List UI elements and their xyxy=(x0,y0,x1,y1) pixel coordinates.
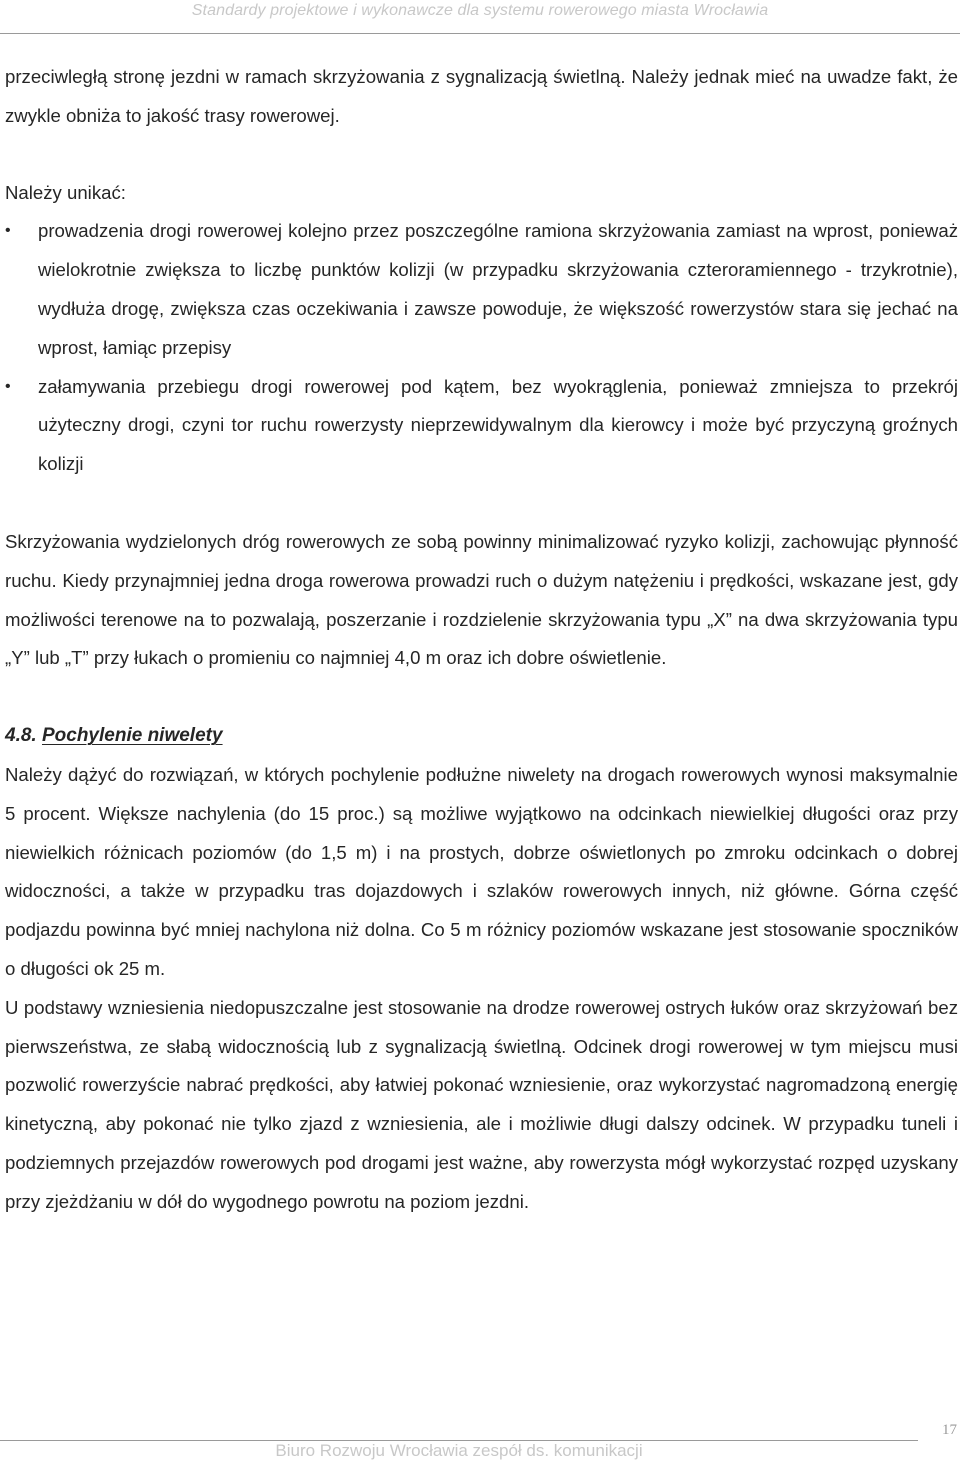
paragraph-slope: Należy dążyć do rozwiązań, w których pochylenie podłużne niwelety na drogach rowerowych wynosi maksymalnie 5 procent. Większe nachylenia (do 15 proc.) są możliwe wyjątkowo na odcinkach niewielkiej długości oraz przy niewielkich różnicach poziomów (do 1,5 m) i na prostych, dobrze oświetlonych po zmroku odcinkach o dobrej widoczności, a także w przypadku tras dojazdowych i szlaków rowerowych innych, niż główne. Górna część podjazdu powinna być mniej nachylona niż dolna. Co 5 m różnicy poziomów wskazane jest stosowanie spoczników o długości ok 25 m. xyxy=(5,763,958,979)
paragraph-elevation: U podstawy wzniesienia niedopuszczalne jest stosowanie na drodze rowerowej ostrych łuków oraz skrzyżowań bez pierwszeństwa, ze słabą widocznością lub z sygnalizacją świetlną. Odcinek drogi rowerowej w tym miejscu musi pozwolić rowerzyście nabrać prędkości, aby łatwiej pokonać wzniesienie, oraz wykorzystać nagromadzoną energię kinetyczną, aby pokonać nie tylko zjazd z wzniesienia, ale i możliwie długi dalszy odcinek. W przypadku tuneli i podziemnych przejazdów rowerowych pod drogami jest ważne, aby rowerzysta mógł wykorzystać rozpęd uzyskany przy zjeżdżaniu w dół do wygodnego powrotu na poziom jezdni. xyxy=(5,996,958,1212)
paragraph-spacer xyxy=(5,484,958,523)
avoid-list xyxy=(5,212,958,484)
section-title: Pochylenie niwelety xyxy=(41,725,223,747)
paragraph-spacer xyxy=(5,136,958,174)
list-item-text: załamywania przebiegu drogi rowerowej pod kątem, bez wyokrąglenia, ponieważ zmniejsza to przekrój użyteczny drogi, czyni tor ruchu rowerzysty nieprzewidywalnym dla kierowcy i może być przyczyną groźnych kolizji xyxy=(38,375,958,475)
page-content xyxy=(5,58,958,1222)
paragraph-intro: przeciwległą stronę jezdni w ramach skrzyżowania z sygnalizacją świetlną. Należy jednak mieć na uwadze fakt, że zwykle obniża to jakość trasy rowerowej. xyxy=(5,66,958,126)
running-footer: Biuro Rozwoju Wrocławia zespół ds. komunikacji xyxy=(275,1441,643,1460)
running-header: Standardy projektowe i wykonawcze dla systemu rowerowego miasta Wrocławia xyxy=(191,2,769,19)
paragraph-avoid-lead: Należy unikać: xyxy=(5,181,126,203)
header-divider xyxy=(0,33,960,34)
list-item-text: prowadzenia drogi rowerowej kolejno przez poszczególne ramiona skrzyżowania zamiast na wprost, ponieważ wielokrotnie zwiększa to liczbę punktów kolizji (w przypadku skrzyżowania czteroramiennego - trzykrotnie), wydłuża drogę, zwiększa czas oczekiwania i zawsze powoduje, że większość rowerzystów stara się jechać na wprost, łamiąc przepisy xyxy=(38,220,958,358)
section-number: 4.8. xyxy=(5,725,37,747)
list-item xyxy=(5,212,958,367)
section-heading xyxy=(5,717,958,756)
paragraph-spacer xyxy=(5,678,958,717)
bullet-icon: • xyxy=(5,222,11,240)
paragraph-intersections: Skrzyżowania wydzielonych dróg rowerowych ze sobą powinny minimalizować ryzyko kolizji, zachowując płynność ruchu. Kiedy przynajmniej jedna droga rowerowa prowadzi ruch o dużym natężeniu i prędkości, wskazane jest, gdy możliwości terenowe na to pozwalają, poszerzanie i rozdzielenie skrzyżowania typu „X” na dwa skrzyżowania typu „Y” lub „T” przy łukach o promieniu co najmniej 4,0 m oraz ich dobre oświetlenie. xyxy=(5,530,958,669)
bullet-icon: • xyxy=(5,377,11,395)
list-item xyxy=(5,368,958,484)
page-number: 17 xyxy=(942,1422,957,1438)
